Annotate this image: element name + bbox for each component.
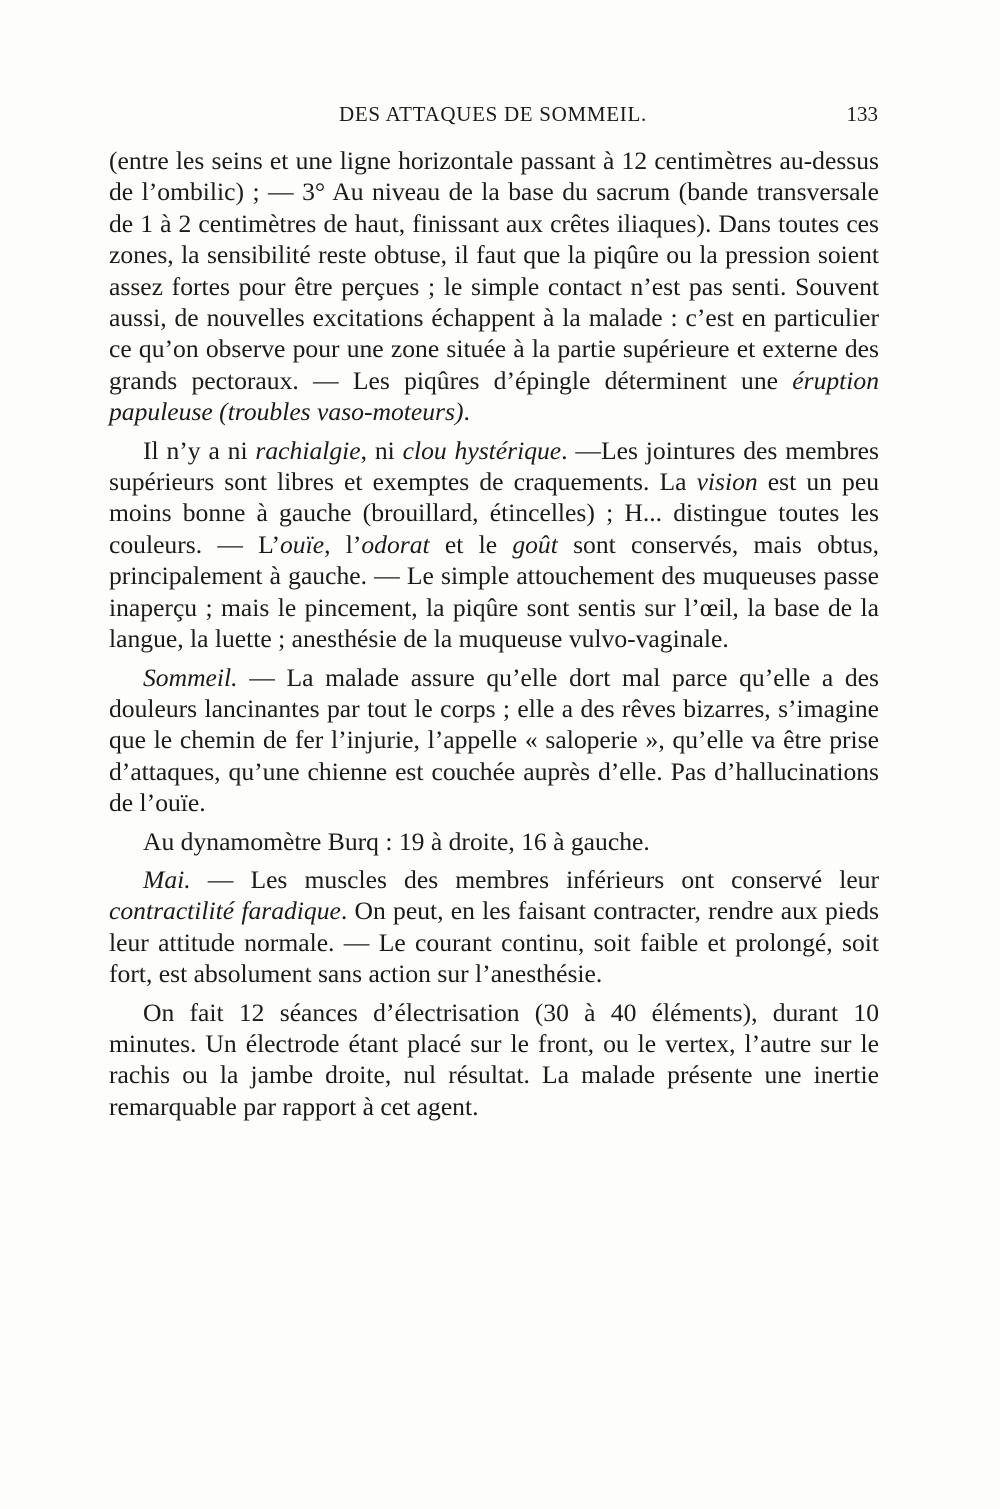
text-run: , l’ (324, 529, 362, 559)
paragraph-may (109, 864, 879, 990)
running-title: DES ATTAQUES DE SOMMEIL. (339, 102, 647, 126)
body-text (109, 145, 879, 1129)
text-run: . On peut, en les faisant contracter, rendre aux pieds leur attitude normale. — Le courant continu, soit faible et prolongé, soit fort, est absolument sans action sur l’anesthésie. (109, 896, 879, 989)
italic-run: goût (512, 529, 558, 559)
text-run: sont conservés, mais obtus, principalement à gauche. — Le simple attouchement des muqueuses passe inaperçu ; mais le pincement, la piqûre sont sentis sur l’œil, la base de la langue, la luette ; anesthésie de la muqueuse vulvo-vaginale. (109, 529, 879, 654)
text-run: . —Les jointures des membres supérieurs sont libres et exemptes de craquements. La (109, 435, 880, 497)
text-run: . (463, 397, 470, 427)
italic-run: ouïe (280, 529, 325, 559)
italic-run: Mai. (143, 864, 191, 894)
text-run: et le (429, 529, 513, 559)
text-run: Au dynamomètre Burq : 19 à droite, 16 à gauche. (143, 826, 650, 856)
text-run: — Les muscles des membres inférieurs ont conservé leur (190, 864, 879, 894)
paragraph-dynamometer (109, 826, 879, 857)
italic-run: clou hystérique (402, 435, 562, 465)
page-number: 133 (846, 102, 878, 126)
text-run: est un peu moins bonne à gauche (brouillard, étincelles) ; H... distingue toutes les couleurs. — L’ (109, 467, 879, 559)
text-run: On fait 12 séances d’électrisation (30 à 40 éléments), durant 10 minutes. Un électrode étant placé sur le front, ou le vertex, l’autre sur le rachis ou la jambe droite, nul résultat. La malade présente une inertie remarquable par rapport à cet agent. (109, 997, 879, 1121)
italic-run: rachialgie (255, 435, 361, 465)
text-run: Il n’y a ni (143, 435, 256, 465)
text-run: , ni (360, 435, 403, 465)
paragraph-senses (109, 435, 879, 655)
text-run: (entre les seins et une ligne horizontale passant à 12 centimètres au-dessus de l’ombilic) ; — 3° Au niveau de la base du sacrum (bande transversale de 1 à 2 centimètres de haut, finissant aux crêtes iliaques). Dans toutes ces zones, la sensibilité reste obtuse, il faut que la piqûre ou la pression soient assez fortes pour être perçues ; le simple contact n’est pas senti. Souvent aussi, de nouvelles excitations échappent à la malade : c’est en particulier ce qu’on observe pour une zone située à la partie supérieure et externe des grands pectoraux. — Les piqûres d’épingle déterminent une (109, 146, 879, 395)
italic-run: odorat (361, 529, 430, 559)
italic-run: vision (696, 467, 758, 497)
italic-run: Sommeil. (143, 662, 238, 692)
paragraph-electrisation (109, 997, 879, 1123)
running-head (108, 100, 878, 136)
italic-run: éruption papuleuse (troubles vaso-moteurs) (109, 365, 879, 427)
italic-run: contractilité faradique (109, 896, 341, 926)
paragraph-sleep (109, 662, 879, 819)
text-run: — La malade assure qu’elle dort mal parce qu’elle a des douleurs lancinantes par tout le corps ; elle a des rêves bizarres, s’imagine que le chemin de fer l’injurie, l’appelle « saloperie », qu’elle va être prise d’attaques, qu’une chienne est couchée auprès d’elle. Pas d’hallucinations de l’ouïe. (109, 662, 879, 818)
paragraph-sensibility (109, 145, 879, 428)
